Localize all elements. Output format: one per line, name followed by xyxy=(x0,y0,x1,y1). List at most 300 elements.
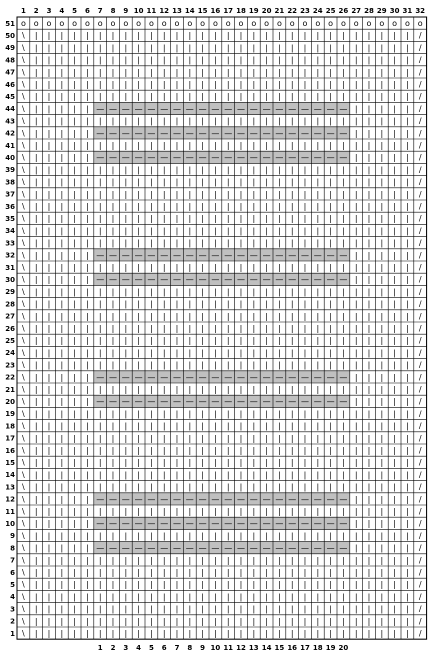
left-edge-symbol: \ xyxy=(22,31,25,41)
knit-symbol: | xyxy=(47,202,51,212)
knit-symbol: | xyxy=(329,263,332,273)
col-label-top: 18 xyxy=(236,7,246,15)
knit-symbol: | xyxy=(86,141,89,151)
knit-symbol: | xyxy=(354,568,358,578)
knit-symbol: | xyxy=(329,531,332,541)
knit-symbol: | xyxy=(354,543,358,553)
knit-symbol: | xyxy=(175,43,179,53)
knit-symbol: | xyxy=(393,263,396,273)
right-edge-symbol: / xyxy=(418,616,422,626)
purl-symbol: — xyxy=(185,543,194,553)
knit-symbol: | xyxy=(111,202,115,212)
purl-symbol: — xyxy=(313,153,322,163)
knit-symbol: | xyxy=(86,397,89,407)
knit-symbol: | xyxy=(188,311,192,321)
knit-symbol: | xyxy=(239,470,243,480)
knit-symbol: | xyxy=(34,189,38,199)
knit-symbol: | xyxy=(290,482,294,492)
purl-symbol: — xyxy=(339,128,348,138)
knit-symbol: | xyxy=(226,55,230,65)
knit-symbol: | xyxy=(47,568,51,578)
row-label: 14 xyxy=(5,471,15,480)
knit-symbol: | xyxy=(278,348,281,358)
knit-symbol: | xyxy=(329,116,332,126)
knit-symbol: | xyxy=(111,336,115,346)
knit-symbol: | xyxy=(290,409,294,419)
knit-symbol: | xyxy=(380,409,384,419)
knit-symbol: | xyxy=(380,104,384,114)
knit-symbol: | xyxy=(380,568,384,578)
right-edge-symbol: / xyxy=(418,177,422,187)
col-label-top: 16 xyxy=(210,7,221,15)
knit-symbol: | xyxy=(290,116,294,126)
knit-symbol: | xyxy=(380,482,384,492)
row-label: 49 xyxy=(5,44,15,53)
knit-symbol: | xyxy=(137,470,140,480)
knit-symbol: | xyxy=(162,360,166,370)
row-label: 28 xyxy=(5,300,15,309)
knit-symbol: | xyxy=(73,555,76,565)
knit-symbol: | xyxy=(188,555,192,565)
knit-symbol: | xyxy=(393,324,396,334)
knit-symbol: | xyxy=(111,409,115,419)
knit-symbol: | xyxy=(214,177,217,187)
purl-symbol: — xyxy=(160,519,169,529)
purl-symbol: — xyxy=(339,519,348,529)
knit-symbol: | xyxy=(265,80,268,90)
knit-symbol: | xyxy=(111,446,115,456)
knit-symbol: | xyxy=(162,116,166,126)
knit-symbol: | xyxy=(124,555,128,565)
knit-symbol: | xyxy=(316,592,320,602)
purl-symbol: — xyxy=(185,153,194,163)
left-edge-symbol: \ xyxy=(22,165,25,175)
knit-symbol: | xyxy=(201,433,204,443)
knit-symbol: | xyxy=(226,226,230,236)
right-edge-symbol: / xyxy=(418,348,422,358)
knit-symbol: | xyxy=(124,311,128,321)
purl-symbol: — xyxy=(313,104,322,114)
knit-symbol: | xyxy=(47,275,51,285)
knit-symbol: | xyxy=(47,214,51,224)
knit-symbol: | xyxy=(162,165,166,175)
knit-symbol: | xyxy=(162,507,166,517)
knit-symbol: | xyxy=(201,263,204,273)
left-edge-symbol: \ xyxy=(22,397,25,407)
knit-symbol: | xyxy=(137,116,140,126)
knit-symbol: | xyxy=(406,189,409,199)
left-edge-symbol: \ xyxy=(22,226,25,236)
knit-symbol: | xyxy=(316,311,320,321)
knit-symbol: | xyxy=(150,177,153,187)
knit-symbol: | xyxy=(380,226,384,236)
knit-symbol: | xyxy=(73,446,76,456)
knit-symbol: | xyxy=(367,482,371,492)
left-edge-symbol: \ xyxy=(22,92,25,102)
knit-symbol: | xyxy=(86,214,89,224)
left-edge-symbol: \ xyxy=(22,55,25,65)
knit-symbol: | xyxy=(34,226,38,236)
purl-symbol: — xyxy=(224,397,233,407)
knit-symbol: | xyxy=(124,482,128,492)
knit-symbol: | xyxy=(316,177,320,187)
row-label: 15 xyxy=(5,458,15,467)
knit-symbol: | xyxy=(367,128,371,138)
row-label: 13 xyxy=(5,483,15,492)
right-edge-symbol: / xyxy=(418,287,422,297)
knit-symbol: | xyxy=(290,385,294,395)
knit-symbol: | xyxy=(34,555,38,565)
knit-symbol: | xyxy=(329,555,332,565)
purl-symbol: — xyxy=(173,519,181,529)
knit-symbol: | xyxy=(354,141,358,151)
knit-symbol: | xyxy=(252,92,256,102)
knit-symbol: | xyxy=(380,250,384,260)
knit-symbol: | xyxy=(406,263,409,273)
knit-symbol: | xyxy=(214,55,217,65)
knit-symbol: | xyxy=(162,189,166,199)
knit-symbol: | xyxy=(406,385,409,395)
col-label-top: 4 xyxy=(59,7,65,15)
knit-symbol: | xyxy=(290,616,294,626)
purl-symbol: — xyxy=(173,275,181,285)
col-label-bottom: 12 xyxy=(236,644,246,653)
knit-symbol: | xyxy=(34,287,38,297)
knit-symbol: | xyxy=(329,92,332,102)
knit-symbol: | xyxy=(137,214,140,224)
knit-symbol: | xyxy=(150,238,153,248)
left-edge-symbol: \ xyxy=(22,507,25,517)
purl-symbol: — xyxy=(160,543,169,553)
row-label: 27 xyxy=(5,312,15,321)
knit-symbol: | xyxy=(124,238,128,248)
knit-symbol: | xyxy=(73,629,76,639)
purl-symbol: — xyxy=(121,543,130,553)
knit-symbol: | xyxy=(406,116,409,126)
knit-symbol: | xyxy=(175,238,179,248)
knit-symbol: | xyxy=(278,80,281,90)
knit-symbol: | xyxy=(162,263,166,273)
knit-symbol: | xyxy=(60,446,64,456)
knit-symbol: | xyxy=(34,43,38,53)
knit-symbol: | xyxy=(278,92,281,102)
knit-symbol: | xyxy=(60,372,64,382)
row-label: 39 xyxy=(5,166,15,175)
knit-symbol: | xyxy=(98,189,102,199)
knit-symbol: | xyxy=(303,226,307,236)
knit-symbol: | xyxy=(265,214,268,224)
knit-symbol: | xyxy=(137,311,140,321)
knit-symbol: | xyxy=(239,116,243,126)
knit-symbol: | xyxy=(303,202,307,212)
knit-symbol: | xyxy=(214,433,217,443)
knit-symbol: | xyxy=(73,433,76,443)
knit-symbol: | xyxy=(278,604,281,614)
knit-symbol: | xyxy=(367,165,371,175)
knit-symbol: | xyxy=(60,287,64,297)
knit-symbol: | xyxy=(60,616,64,626)
row-label: 44 xyxy=(5,105,15,114)
col-label-top: 11 xyxy=(146,7,157,15)
knit-symbol: | xyxy=(73,543,76,553)
knit-symbol: | xyxy=(150,336,153,346)
col-label-bottom: 13 xyxy=(248,644,259,653)
knit-symbol: | xyxy=(303,214,307,224)
knit-symbol: | xyxy=(73,421,76,431)
knit-symbol: | xyxy=(124,165,128,175)
purl-symbol: — xyxy=(160,275,169,285)
col-label-bottom: 7 xyxy=(174,644,180,653)
knit-symbol: | xyxy=(367,421,371,431)
knit-symbol: | xyxy=(393,141,396,151)
knit-symbol: | xyxy=(393,226,396,236)
knit-symbol: | xyxy=(316,458,320,468)
knit-symbol: | xyxy=(367,385,371,395)
knit-symbol: | xyxy=(393,128,396,138)
purl-symbol: — xyxy=(134,372,143,382)
knit-symbol: | xyxy=(137,629,140,639)
knit-symbol: | xyxy=(111,604,115,614)
knit-symbol: | xyxy=(406,299,409,309)
knit-symbol: | xyxy=(214,531,217,541)
knit-symbol: | xyxy=(86,482,89,492)
knit-symbol: | xyxy=(290,580,294,590)
knit-symbol: | xyxy=(137,141,140,151)
knit-symbol: | xyxy=(86,385,89,395)
knit-symbol: | xyxy=(73,336,76,346)
knit-symbol: | xyxy=(162,31,166,41)
knit-symbol: | xyxy=(239,592,243,602)
knit-symbol: | xyxy=(354,189,358,199)
knit-symbol: | xyxy=(380,531,384,541)
knit-symbol: | xyxy=(406,360,409,370)
knit-symbol: | xyxy=(60,555,64,565)
purl-symbol: — xyxy=(249,153,258,163)
knit-symbol: | xyxy=(137,568,140,578)
knit-symbol: | xyxy=(111,177,115,187)
purl-symbol: — xyxy=(249,543,258,553)
knit-symbol: | xyxy=(265,263,268,273)
purl-symbol: — xyxy=(326,128,335,138)
row-label: 51 xyxy=(5,19,15,28)
purl-symbol: — xyxy=(160,153,169,163)
purl-symbol: — xyxy=(109,397,117,407)
knit-symbol: | xyxy=(175,226,179,236)
left-edge-symbol: \ xyxy=(22,629,25,639)
knit-symbol: | xyxy=(239,299,243,309)
knit-symbol: | xyxy=(342,360,345,370)
knit-symbol: | xyxy=(47,385,51,395)
purl-symbol: — xyxy=(301,372,309,382)
knit-symbol: | xyxy=(47,238,51,248)
knit-symbol: | xyxy=(354,372,358,382)
knit-symbol: | xyxy=(316,568,320,578)
knit-symbol: | xyxy=(86,202,89,212)
knit-symbol: | xyxy=(111,311,115,321)
knit-symbol: | xyxy=(201,616,204,626)
knit-symbol: | xyxy=(86,519,89,529)
knit-symbol: | xyxy=(47,555,51,565)
knit-symbol: | xyxy=(137,482,140,492)
knit-symbol: | xyxy=(188,299,192,309)
knit-symbol: | xyxy=(188,165,192,175)
knit-symbol: | xyxy=(252,287,256,297)
right-edge-symbol: / xyxy=(418,238,422,248)
knit-symbol: | xyxy=(354,519,358,529)
knit-symbol: | xyxy=(124,177,128,187)
purl-symbol: — xyxy=(185,397,194,407)
purl-symbol: — xyxy=(198,153,207,163)
knit-symbol: | xyxy=(380,238,384,248)
row-label: 38 xyxy=(5,178,15,187)
knit-symbol: | xyxy=(278,531,281,541)
knit-symbol: | xyxy=(329,446,332,456)
knit-symbol: | xyxy=(214,67,217,77)
knit-symbol: | xyxy=(137,299,140,309)
purl-symbol: — xyxy=(211,494,220,504)
purl-symbol: — xyxy=(185,250,194,260)
knit-symbol: | xyxy=(342,287,345,297)
col-label-top: 23 xyxy=(300,7,310,15)
knit-symbol: | xyxy=(342,141,345,151)
knit-symbol: | xyxy=(137,531,140,541)
knit-symbol: | xyxy=(393,299,396,309)
row-label: 43 xyxy=(5,117,15,126)
purl-symbol: — xyxy=(288,519,297,529)
purl-symbol: — xyxy=(96,519,105,529)
purl-symbol: — xyxy=(237,104,245,114)
knit-symbol: | xyxy=(226,470,230,480)
purl-symbol: — xyxy=(109,519,117,529)
knit-symbol: | xyxy=(188,55,192,65)
knit-symbol: | xyxy=(86,360,89,370)
knit-symbol: | xyxy=(73,80,76,90)
knit-symbol: | xyxy=(137,177,140,187)
knit-symbol: | xyxy=(47,421,51,431)
knit-symbol: | xyxy=(380,446,384,456)
knit-symbol: | xyxy=(162,238,166,248)
knit-symbol: | xyxy=(367,299,371,309)
purl-symbol: — xyxy=(339,543,348,553)
knit-symbol: | xyxy=(124,55,128,65)
col-label-top: 8 xyxy=(110,7,116,15)
left-edge-symbol: \ xyxy=(22,43,25,53)
knit-symbol: | xyxy=(406,568,409,578)
knit-symbol: | xyxy=(214,592,217,602)
knit-symbol: | xyxy=(150,555,153,565)
knit-symbol: | xyxy=(111,507,115,517)
knit-symbol: | xyxy=(367,507,371,517)
knit-symbol: | xyxy=(342,324,345,334)
knit-symbol: | xyxy=(214,604,217,614)
knit-symbol: | xyxy=(329,507,332,517)
knit-symbol: | xyxy=(47,543,51,553)
knit-symbol: | xyxy=(329,385,332,395)
knit-symbol: | xyxy=(124,531,128,541)
knit-symbol: | xyxy=(73,189,76,199)
knit-symbol: | xyxy=(354,299,358,309)
purl-symbol: — xyxy=(339,250,348,260)
knit-symbol: | xyxy=(226,141,230,151)
col-label-bottom: 15 xyxy=(274,644,285,653)
knit-symbol: | xyxy=(239,629,243,639)
knit-symbol: | xyxy=(354,43,358,53)
knit-symbol: | xyxy=(380,580,384,590)
knit-symbol: | xyxy=(354,458,358,468)
knit-symbol: | xyxy=(367,92,371,102)
knit-symbol: | xyxy=(406,336,409,346)
yarn-over-symbol: o xyxy=(97,19,103,29)
knit-symbol: | xyxy=(380,433,384,443)
knit-symbol: | xyxy=(137,360,140,370)
knit-symbol: | xyxy=(214,80,217,90)
knit-symbol: | xyxy=(34,80,38,90)
purl-symbol: — xyxy=(288,543,297,553)
knit-symbol: | xyxy=(226,116,230,126)
knit-symbol: | xyxy=(342,409,345,419)
row-label: 4 xyxy=(10,593,15,602)
knit-symbol: | xyxy=(98,263,102,273)
knit-symbol: | xyxy=(354,287,358,297)
col-label-top: 5 xyxy=(72,7,78,15)
yarn-over-symbol: o xyxy=(46,19,52,29)
knit-symbol: | xyxy=(393,604,396,614)
knit-symbol: | xyxy=(342,336,345,346)
knit-symbol: | xyxy=(60,43,64,53)
knit-symbol: | xyxy=(150,202,153,212)
knit-symbol: | xyxy=(316,287,320,297)
knit-symbol: | xyxy=(265,470,268,480)
knit-symbol: | xyxy=(73,238,76,248)
knit-symbol: | xyxy=(239,616,243,626)
right-edge-symbol: / xyxy=(418,92,422,102)
purl-symbol: — xyxy=(224,275,233,285)
knit-symbol: | xyxy=(98,348,102,358)
knit-symbol: | xyxy=(354,165,358,175)
knit-symbol: | xyxy=(278,592,281,602)
purl-symbol: — xyxy=(147,153,156,163)
knit-symbol: | xyxy=(86,507,89,517)
right-edge-symbol: / xyxy=(418,250,422,260)
knit-symbol: | xyxy=(239,385,243,395)
knit-symbol: | xyxy=(137,324,140,334)
knit-symbol: | xyxy=(98,433,102,443)
knit-symbol: | xyxy=(226,507,230,517)
knit-symbol: | xyxy=(406,482,409,492)
knit-symbol: | xyxy=(86,299,89,309)
knit-symbol: | xyxy=(354,202,358,212)
col-label-bottom: 16 xyxy=(287,644,298,653)
knit-symbol: | xyxy=(47,494,51,504)
knit-symbol: | xyxy=(214,165,217,175)
knit-symbol: | xyxy=(47,31,51,41)
knit-symbol: | xyxy=(34,153,38,163)
knit-symbol: | xyxy=(124,324,128,334)
purl-symbol: — xyxy=(262,104,271,114)
knit-symbol: | xyxy=(60,141,64,151)
knit-symbol: | xyxy=(329,189,332,199)
knit-symbol: | xyxy=(303,92,307,102)
knit-symbol: | xyxy=(290,604,294,614)
knit-symbol: | xyxy=(150,360,153,370)
knit-symbol: | xyxy=(111,141,115,151)
purl-symbol: — xyxy=(288,104,297,114)
col-label-bottom: 8 xyxy=(187,644,193,653)
knit-symbol: | xyxy=(252,458,256,468)
knit-symbol: | xyxy=(265,299,268,309)
knit-symbol: | xyxy=(303,507,307,517)
knit-symbol: | xyxy=(150,568,153,578)
